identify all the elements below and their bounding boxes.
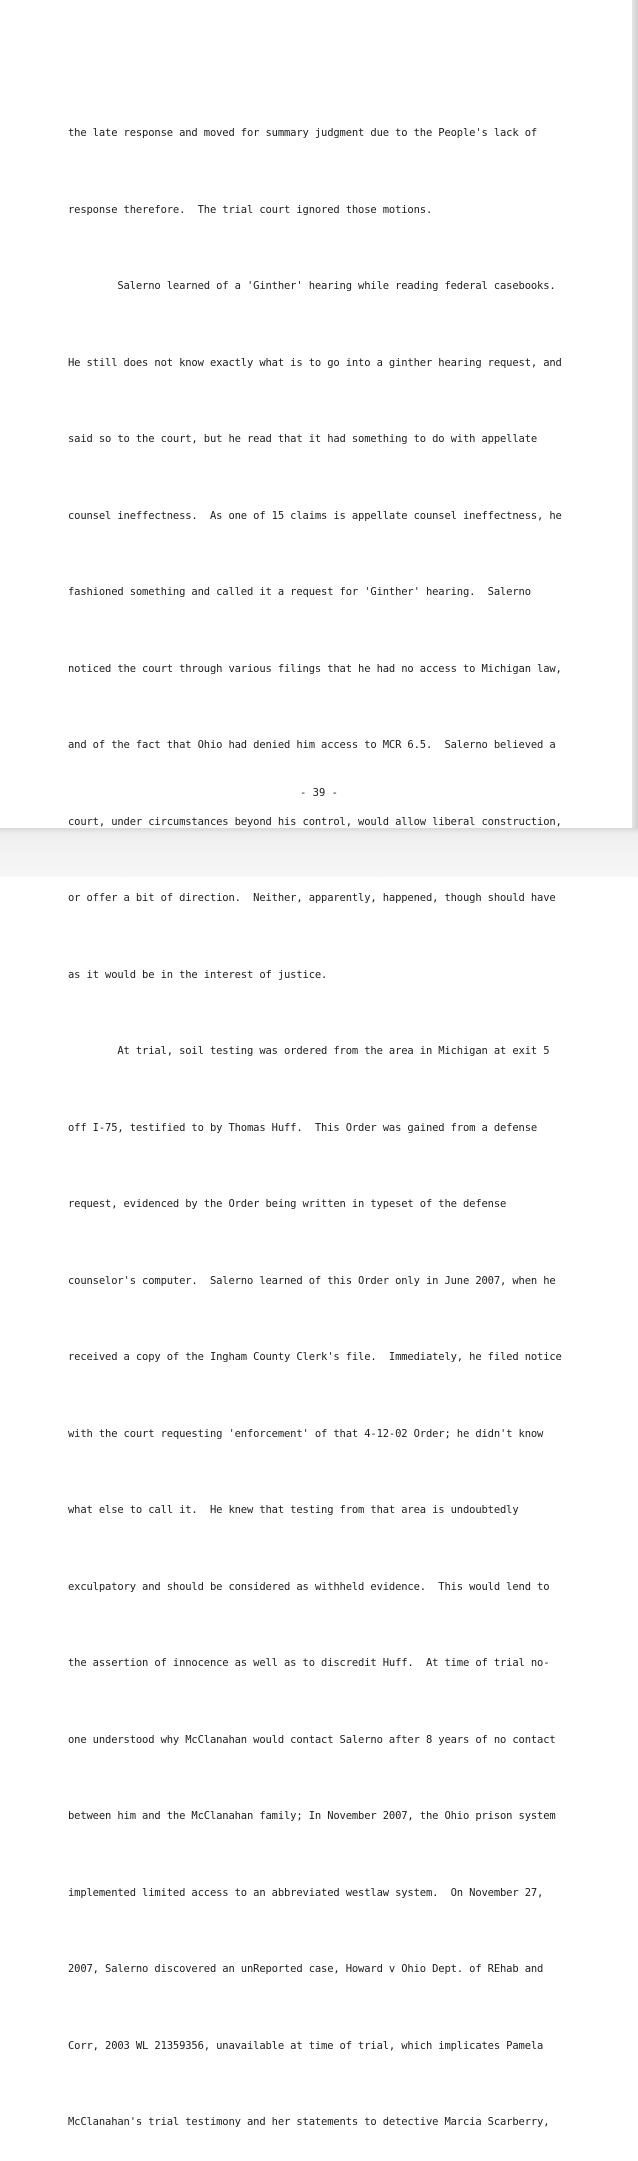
text-line: request, evidenced by the Order being written in typeset of the defense [68,1198,507,1210]
text-line: the assertion of innocence as well as to discredit Huff. At time of trial no- [68,1657,550,1669]
text-line: as it would be in the interest of justice. [68,968,328,981]
text-line: counsel ineffectness. As one of 15 claims is appellate counsel ineffectness, he [68,509,562,522]
text-line: Salerno learned of a 'Ginther' hearing while reading federal casebooks. [68,280,556,292]
text-line: court, under circumstances beyond his control, would allow liberal construction, [68,815,562,828]
text-line: or offer a bit of direction. Neither, apparently, happened, though should have [68,892,556,904]
text-line: noticed the court through various filings that he had no access to Michigan law, [68,662,562,675]
text-line: one understood why McClanahan would contact Salerno after 8 years of no contact [68,1733,556,1746]
page-edge-shadow [632,0,638,828]
text-line: the late response and moved for summary judgment due to the People's lack of [68,127,538,139]
text-line: counselor's computer. Salerno learned of this Order only in June 2007, when he [68,1274,556,1287]
text-line: He still does not know exactly what is to go into a ginther hearing request, and [68,356,562,369]
text-line: what else to call it. He knew that testing from that area is undoubtedly [68,1504,519,1516]
document-body [68,70,568,2161]
text-line: McClanahan's trial testimony and her statements to detective Marcia Scarberry, [68,2116,550,2128]
text-line: and of the fact that Ohio had denied him access to MCR 6.5. Salerno believed a [68,739,556,751]
text-line: At trial, soil testing was ordered from the area in Michigan at exit 5 [68,1045,550,1057]
text-line: said so to the court, but he read that it had something to do with appellate [68,433,538,445]
text-line: 2007, Salerno discovered an unReported case, Howard v Ohio Dept. of REhab and [68,1963,544,1975]
text-line: implemented limited access to an abbreviated westlaw system. On November 27, [68,1886,544,1899]
page-number: - 39 - [300,787,338,799]
text-line: off I-75, testified to by Thomas Huff. This Order was gained from a defense [68,1121,538,1134]
text-line: response therefore. The trial court ignored those motions. [68,203,433,216]
text-line: fashioned something and called it a request for 'Ginther' hearing. Salerno [68,586,531,598]
text-line: between him and the McClanahan family; In November 2007, the Ohio prison system [68,1810,556,1822]
text-line: with the court requesting 'enforcement' of that 4-12-02 Order; he didn't know [68,1427,544,1440]
text-line: Corr, 2003 WL 21359356, unavailable at time of trial, which implicates Pamela [68,2039,544,2052]
text-line: received a copy of the Ingham County Clerk's file. Immediately, he filed notice [68,1351,562,1363]
text-line: exculpatory and should be considered as withheld evidence. This would lend to [68,1580,550,1593]
